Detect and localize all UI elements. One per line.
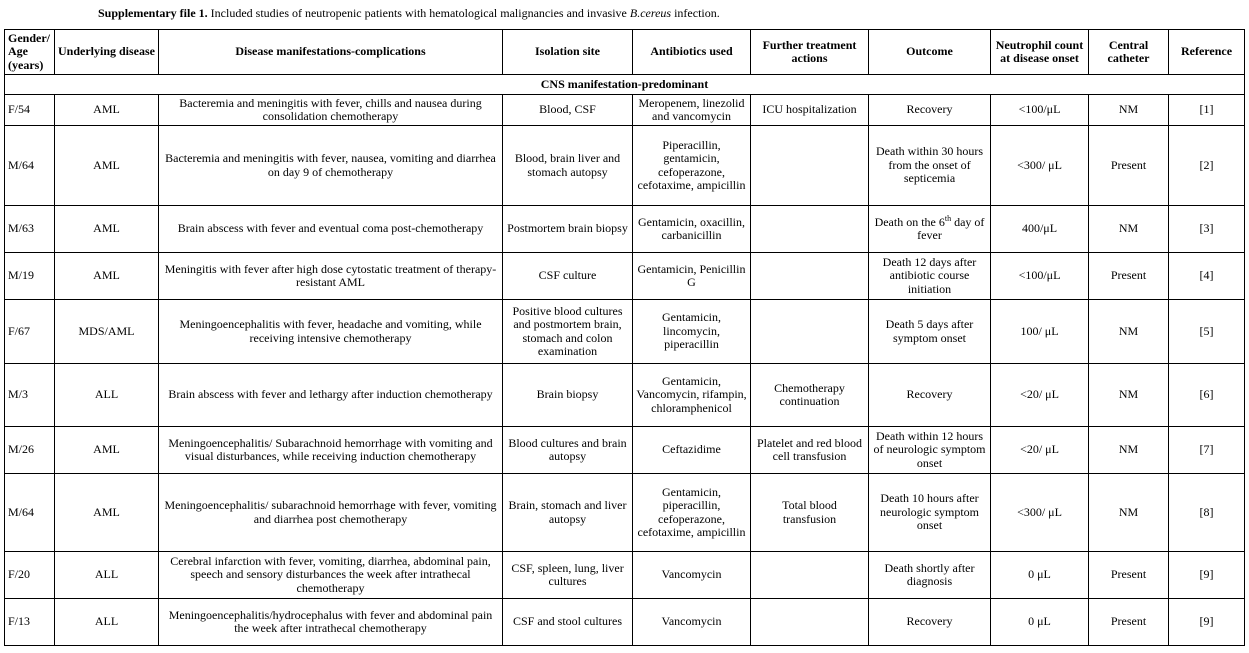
cell-further: Platelet and red blood cell transfusion bbox=[751, 427, 869, 474]
cell-manifestations: Meningoencephalitis/ Subarachnoid hemorrhage with vomiting and visual disturbances, while receiving induction chemotherapy bbox=[159, 427, 503, 474]
cell-gender-age: M/3 bbox=[5, 364, 55, 427]
cell-reference: [9] bbox=[1169, 552, 1245, 599]
cell-antibiotics: Vancomycin bbox=[633, 599, 751, 646]
caption-species: B.cereus bbox=[629, 6, 672, 20]
cell-catheter: NM bbox=[1089, 206, 1169, 253]
cell-gender-age: F/20 bbox=[5, 552, 55, 599]
cell-manifestations: Bacteremia and meningitis with fever, chills and nausea during consolidation chemotherapy bbox=[159, 95, 503, 126]
cell-outcome: Recovery bbox=[869, 95, 991, 126]
cell-outcome: Recovery bbox=[869, 364, 991, 427]
cell-catheter: NM bbox=[1089, 95, 1169, 126]
cell-catheter: Present bbox=[1089, 126, 1169, 206]
table-row bbox=[5, 300, 1245, 364]
cell-disease: AML bbox=[55, 206, 159, 253]
cell-neutrophil: <100/μL bbox=[991, 95, 1089, 126]
cell-neutrophil: 400/μL bbox=[991, 206, 1089, 253]
cell-gender-age: M/26 bbox=[5, 427, 55, 474]
cell-isolation: Brain biopsy bbox=[503, 364, 633, 427]
table-row bbox=[5, 206, 1245, 253]
cell-antibiotics: Ceftazidime bbox=[633, 427, 751, 474]
table-row bbox=[5, 95, 1245, 126]
cell-reference: [6] bbox=[1169, 364, 1245, 427]
cell-isolation: Postmortem brain biopsy bbox=[503, 206, 633, 253]
cell-outcome: Death 12 days after antibiotic course initiation bbox=[869, 253, 991, 300]
caption-prefix: Supplementary file 1. bbox=[98, 6, 208, 20]
cell-reference: [8] bbox=[1169, 474, 1245, 552]
table-caption bbox=[98, 5, 720, 21]
cell-manifestations: Meningoencephalitis/hydrocephalus with fever and abdominal pain the week after intrathecal chemotherapy bbox=[159, 599, 503, 646]
cell-reference: [9] bbox=[1169, 599, 1245, 646]
cell-outcome: Death 5 days after symptom onset bbox=[869, 300, 991, 364]
cell-gender-age: M/19 bbox=[5, 253, 55, 300]
table-row bbox=[5, 126, 1245, 206]
col-neutrophil: Neutrophil count at disease onset bbox=[991, 30, 1089, 75]
cell-further: Chemotherapy continuation bbox=[751, 364, 869, 427]
table-row bbox=[5, 474, 1245, 552]
cell-disease: AML bbox=[55, 427, 159, 474]
cell-neutrophil: <20/ μL bbox=[991, 364, 1089, 427]
cell-disease: AML bbox=[55, 95, 159, 126]
col-manifestations: Disease manifestations-complications bbox=[159, 30, 503, 75]
cell-gender-age: M/64 bbox=[5, 474, 55, 552]
col-underlying-disease: Underlying disease bbox=[55, 30, 159, 75]
cell-isolation: Positive blood cultures and postmortem brain, stomach and colon examination bbox=[503, 300, 633, 364]
cell-disease: AML bbox=[55, 474, 159, 552]
cell-reference: [3] bbox=[1169, 206, 1245, 253]
cell-antibiotics: Meropenem, linezolid and vancomycin bbox=[633, 95, 751, 126]
cell-gender-age: F/67 bbox=[5, 300, 55, 364]
cell-gender-age: F/13 bbox=[5, 599, 55, 646]
cell-antibiotics: Gentamicin, oxacillin, carbanicillin bbox=[633, 206, 751, 253]
cell-antibiotics: Piperacillin, gentamicin, cefoperazone, cefotaxime, ampicillin bbox=[633, 126, 751, 206]
cell-further bbox=[751, 206, 869, 253]
cell-manifestations: Bacteremia and meningitis with fever, nausea, vomiting and diarrhea on day 9 of chemotherapy bbox=[159, 126, 503, 206]
cell-gender-age: M/64 bbox=[5, 126, 55, 206]
cell-disease: MDS/AML bbox=[55, 300, 159, 364]
cell-reference: [5] bbox=[1169, 300, 1245, 364]
cell-manifestations: Cerebral infarction with fever, vomiting, diarrhea, abdominal pain, speech and sensory disturbances the week after intrathecal chemotherapy bbox=[159, 552, 503, 599]
cell-neutrophil: <20/ μL bbox=[991, 427, 1089, 474]
cell-further: ICU hospitalization bbox=[751, 95, 869, 126]
studies-table bbox=[4, 29, 1245, 646]
cell-neutrophil: <300/ μL bbox=[991, 126, 1089, 206]
outcome-superscript: th bbox=[944, 213, 952, 223]
cell-further bbox=[751, 552, 869, 599]
cell-reference: [1] bbox=[1169, 95, 1245, 126]
cell-neutrophil: <100/μL bbox=[991, 253, 1089, 300]
cell-isolation: Brain, stomach and liver autopsy bbox=[503, 474, 633, 552]
cell-outcome bbox=[869, 206, 991, 253]
cell-isolation: CSF culture bbox=[503, 253, 633, 300]
section-title: CNS manifestation-predominant bbox=[5, 75, 1245, 95]
cell-disease: ALL bbox=[55, 552, 159, 599]
cell-neutrophil: 0 μL bbox=[991, 599, 1089, 646]
cell-reference: [7] bbox=[1169, 427, 1245, 474]
cell-disease: ALL bbox=[55, 599, 159, 646]
cell-antibiotics: Vancomycin bbox=[633, 552, 751, 599]
cell-further: Total blood transfusion bbox=[751, 474, 869, 552]
cell-manifestations: Meningitis with fever after high dose cytostatic treatment of therapy-resistant AML bbox=[159, 253, 503, 300]
cell-isolation: Blood, brain liver and stomach autopsy bbox=[503, 126, 633, 206]
cell-catheter: Present bbox=[1089, 253, 1169, 300]
caption-suffix: infection. bbox=[671, 6, 720, 20]
cell-catheter: NM bbox=[1089, 427, 1169, 474]
cell-catheter: Present bbox=[1089, 599, 1169, 646]
cell-isolation: Blood, CSF bbox=[503, 95, 633, 126]
cell-further bbox=[751, 300, 869, 364]
table-row bbox=[5, 364, 1245, 427]
cell-antibiotics: Gentamicin, piperacillin, cefoperazone, cefotaxime, ampicillin bbox=[633, 474, 751, 552]
cell-neutrophil: 0 μL bbox=[991, 552, 1089, 599]
cell-antibiotics: Gentamicin, lincomycin, piperacillin bbox=[633, 300, 751, 364]
caption-text: Included studies of neutropenic patients with hematological malignancies and invasive bbox=[207, 6, 630, 20]
section-row bbox=[5, 75, 1245, 95]
table-row bbox=[5, 552, 1245, 599]
col-further-treatment: Further treatment actions bbox=[751, 30, 869, 75]
cell-antibiotics: Gentamicin, Penicillin G bbox=[633, 253, 751, 300]
cell-manifestations: Brain abscess with fever and lethargy after induction chemotherapy bbox=[159, 364, 503, 427]
cell-catheter: NM bbox=[1089, 474, 1169, 552]
cell-disease: AML bbox=[55, 253, 159, 300]
cell-manifestations: Meningoencephalitis with fever, headache and vomiting, while receiving intensive chemotherapy bbox=[159, 300, 503, 364]
cell-neutrophil: 100/ μL bbox=[991, 300, 1089, 364]
cell-isolation: CSF and stool cultures bbox=[503, 599, 633, 646]
cell-disease: AML bbox=[55, 126, 159, 206]
cell-disease: ALL bbox=[55, 364, 159, 427]
cell-neutrophil: <300/ μL bbox=[991, 474, 1089, 552]
cell-outcome: Death within 12 hours of neurologic symptom onset bbox=[869, 427, 991, 474]
cell-further bbox=[751, 126, 869, 206]
cell-further bbox=[751, 253, 869, 300]
cell-catheter: Present bbox=[1089, 552, 1169, 599]
cell-antibiotics: Gentamicin, Vancomycin, rifampin, chloramphenicol bbox=[633, 364, 751, 427]
outcome-pre: Death on the 6 bbox=[874, 214, 945, 229]
cell-further bbox=[751, 599, 869, 646]
cell-gender-age: F/54 bbox=[5, 95, 55, 126]
cell-isolation: Blood cultures and brain autopsy bbox=[503, 427, 633, 474]
table-row bbox=[5, 427, 1245, 474]
col-outcome: Outcome bbox=[869, 30, 991, 75]
cell-outcome: Death within 30 hours from the onset of septicemia bbox=[869, 126, 991, 206]
outcome-post: day of fever bbox=[917, 214, 985, 242]
cell-catheter: NM bbox=[1089, 300, 1169, 364]
cell-manifestations: Meningoencephalitis/ subarachnoid hemorrhage with fever, vomiting and diarrhea post chemotherapy bbox=[159, 474, 503, 552]
cell-reference: [4] bbox=[1169, 253, 1245, 300]
cell-gender-age: M/63 bbox=[5, 206, 55, 253]
col-isolation-site: Isolation site bbox=[503, 30, 633, 75]
cell-catheter: NM bbox=[1089, 364, 1169, 427]
col-gender-age: Gender/ Age (years) bbox=[5, 30, 55, 75]
cell-reference: [2] bbox=[1169, 126, 1245, 206]
cell-manifestations: Brain abscess with fever and eventual coma post-chemotherapy bbox=[159, 206, 503, 253]
cell-isolation: CSF, spleen, lung, liver cultures bbox=[503, 552, 633, 599]
col-central-catheter: Central catheter bbox=[1089, 30, 1169, 75]
table-row bbox=[5, 599, 1245, 646]
col-reference: Reference bbox=[1169, 30, 1245, 75]
header-row bbox=[5, 30, 1245, 75]
cell-outcome: Death shortly after diagnosis bbox=[869, 552, 991, 599]
cell-outcome: Death 10 hours after neurologic symptom onset bbox=[869, 474, 991, 552]
table-row bbox=[5, 253, 1245, 300]
col-antibiotics: Antibiotics used bbox=[633, 30, 751, 75]
cell-outcome: Recovery bbox=[869, 599, 991, 646]
